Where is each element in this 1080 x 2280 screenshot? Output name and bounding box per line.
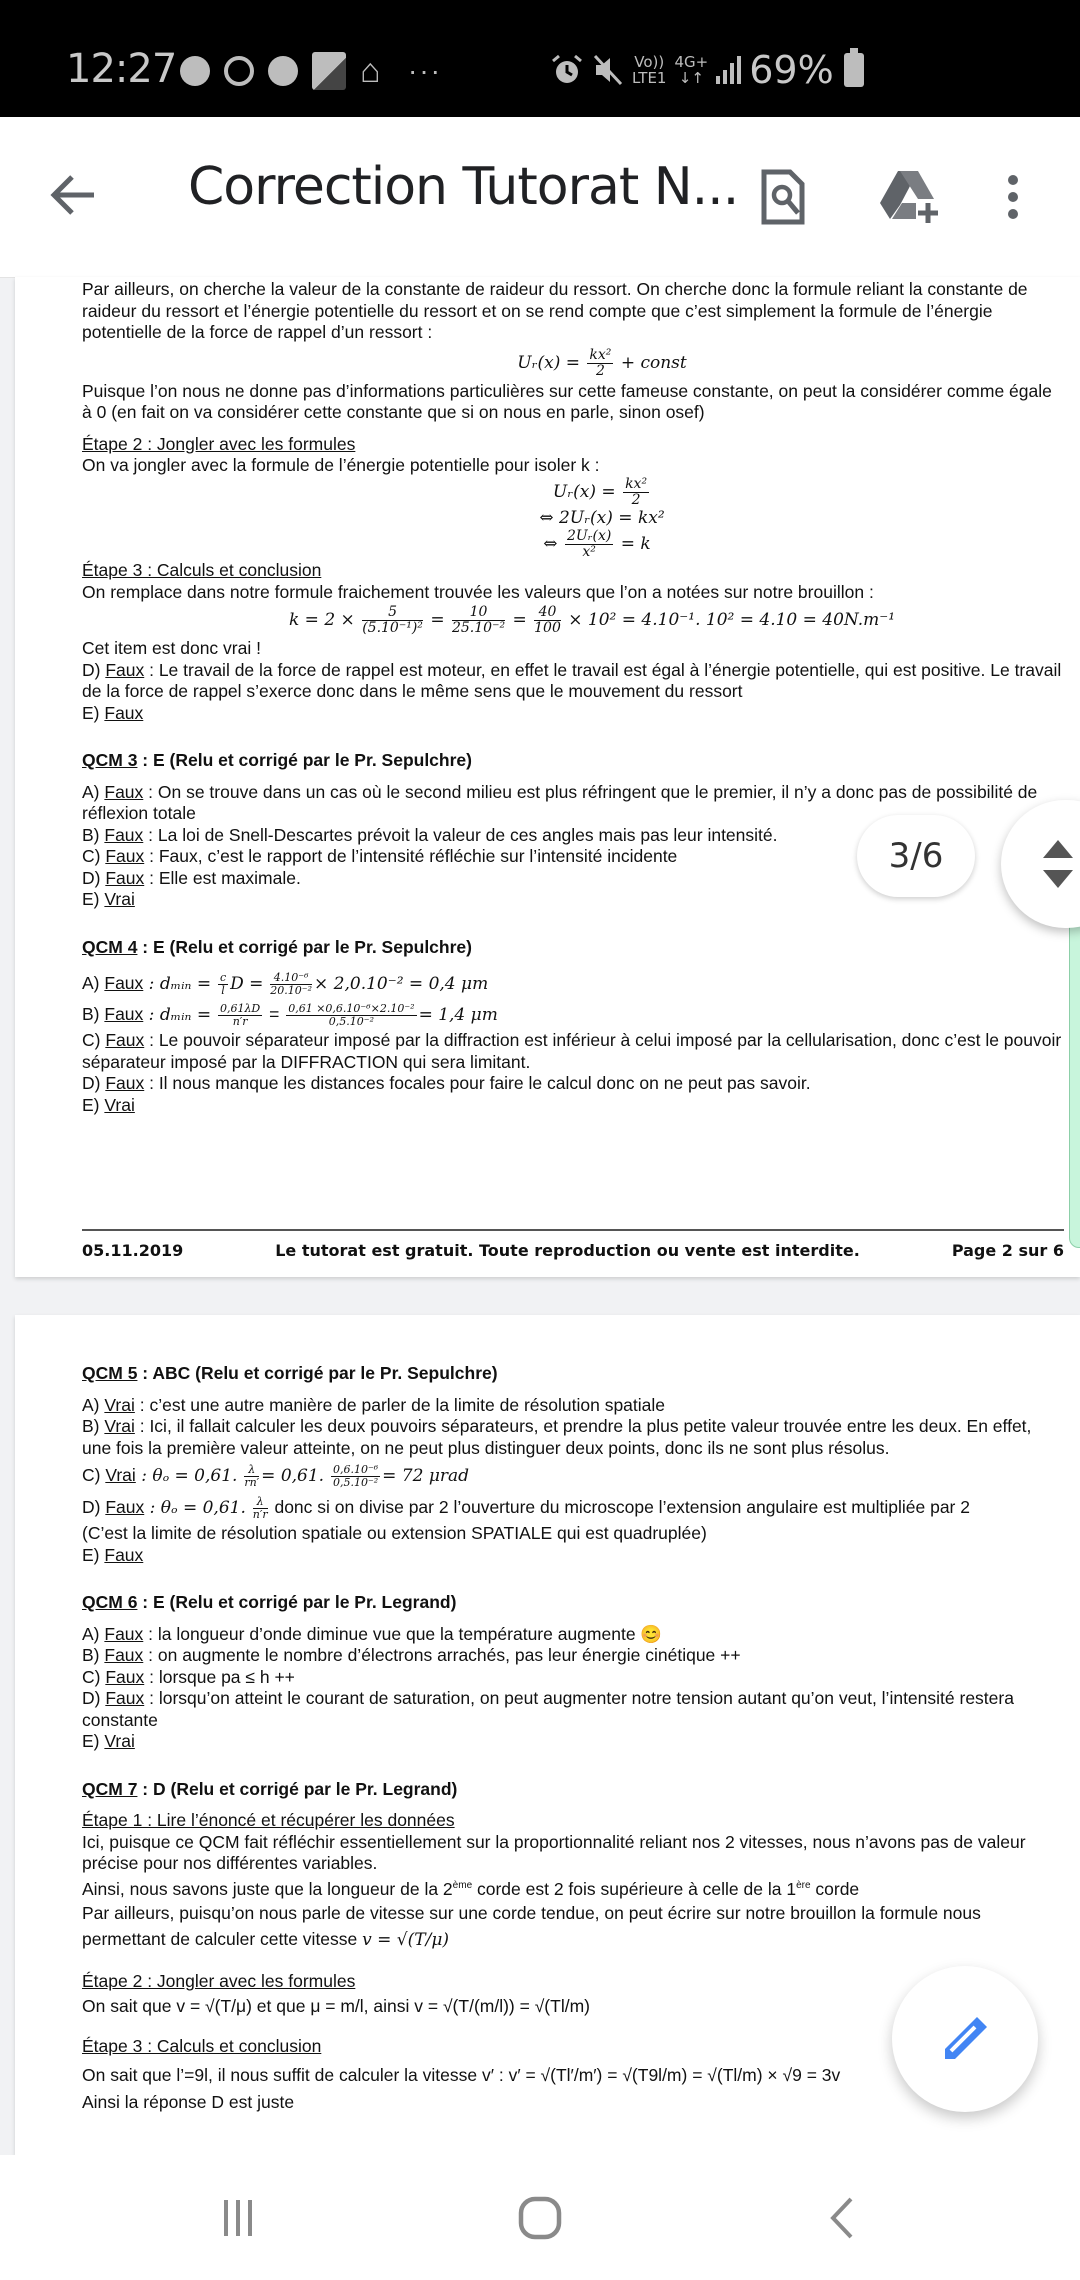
paragraph: Ainsi la réponse D est juste <box>82 2091 295 2112</box>
drive-add-icon <box>878 169 942 225</box>
recent-apps-button[interactable] <box>208 2193 268 2243</box>
battery-icon <box>844 53 864 87</box>
more-notifications-icon: ··· <box>408 55 442 86</box>
footer-date: 05.11.2019 <box>82 1241 184 1260</box>
scroll-arrows-icon <box>1041 838 1075 890</box>
notification-icons <box>180 52 442 90</box>
equation-line: ⇔ 2Uᵣ(x) = kx² <box>539 507 665 528</box>
step-3-heading: Étape 3 : Calculs et conclusion <box>82 560 322 580</box>
status-time: 12:27 <box>66 46 177 92</box>
page-footer <box>82 1229 1064 1260</box>
document-title: Correction Tutorat N... <box>188 157 739 217</box>
answer-item: C) Faux : lorsque pa ≤ h ++ <box>82 1666 295 1687</box>
home-icon: ⌂ <box>360 52 381 90</box>
edit-fab-button[interactable] <box>892 1966 1038 2112</box>
qcm-3-heading: QCM 3 : E (Relu et corrigé par le Pr. Sepulchre) <box>82 750 472 770</box>
answer-item: A) Faux : la longueur d’onde diminue vue que la température augmente 😊 <box>82 1623 663 1644</box>
answer-item: D) Faux : θₒ = 0,61. $\frac{\lambda}{n'r}$ donc si on divise par 2 l’ouverture du microscope l’extension angulaire est multipliée par 2 <box>82 1494 970 1521</box>
step-2-heading: Étape 2 : Jongler avec les formules <box>82 433 356 454</box>
answer-item: A) Faux : On se trouve dans un cas où le second milieu est plus réfringent que le premier, il n’y a donc pas de possibilité de réflexion totale <box>82 781 1038 823</box>
answer-item: C) Faux : Le pouvoir séparateur imposé par la diffraction est inférieur à celui imposé par la cellularisation, donc c’est le pouvoir séparateur imposé par la DIFFRACTION qui sera limitant. <box>82 1030 1062 1072</box>
qcm-5-heading: QCM 5 : ABC (Relu et corrigé par le Pr. Sepulchre) <box>82 1363 498 1383</box>
answer-item: D) Faux : lorsqu’on atteint le courant de saturation, on peut augmenter notre tension autant qu’on veut, l’intensité restera constante <box>82 1688 1014 1730</box>
alarm-icon <box>550 53 584 87</box>
calculation-line: k = 2 × $\frac{5}{\text{(5.10⁻¹)²}}$ = $\frac{10}{\text{25.10⁻²}}$ = $\frac{40}{100}$ × 10² = 4.10⁻¹. 10² = 4.10 = 40N.m⁻¹ <box>288 604 896 636</box>
qcm-6-heading: QCM 6 : E (Relu et corrigé par le Pr. Legrand) <box>82 1592 457 1612</box>
answer-item: E) Vrai <box>82 1094 135 1115</box>
nav-back-button[interactable] <box>812 2193 872 2243</box>
system-icons <box>550 48 864 92</box>
paragraph: On sait que l’=9l, il nous suffit de calculer la vitesse v′ : v′ = √(Tl′/m′) = √(T9l/m) = √(Tl/m) × √9 = 3v <box>82 2064 841 2085</box>
footer-page-number: Page 2 sur 6 <box>951 1241 1064 1260</box>
recent-apps-icon <box>218 2198 258 2238</box>
data-arrows-icon: ↓↑ <box>678 69 704 87</box>
paragraph: On sait que v = √(T/μ) et que μ = m/l, ainsi v = √(T/(m/l)) = √(Tl/m) <box>82 1996 590 2017</box>
paragraph: On remplace dans notre formule fraichement trouvée les valeurs que l’on a notées sur notre brouillon : <box>82 581 874 602</box>
whatsapp-icon <box>180 56 210 86</box>
answer-item: E) Faux <box>82 702 144 723</box>
answer-item: D) Faux : Elle est maximale. <box>82 867 301 888</box>
home-nav-icon <box>518 2196 562 2240</box>
page-indicator: 3/6 <box>857 815 975 897</box>
back-button[interactable] <box>48 165 98 225</box>
equation-line: ⇔ $\frac{\text{2Uᵣ(x)}}{\text{x²}}$ = k <box>543 528 651 560</box>
more-vert-icon <box>1006 174 1020 220</box>
step-3-heading: Étape 3 : Calculs et conclusion <box>82 2036 322 2057</box>
add-to-drive-button[interactable] <box>875 157 945 237</box>
answer-item: A) Faux : dₘᵢₙ = $\frac{c}{l}$ D = $\frac{\text{4.10⁻⁶}}{\text{20.10⁻²}}$ × 2,0.10⁻² = 0,4 μm <box>82 970 489 997</box>
qcm-7-heading: QCM 7 : D (Relu et corrigé par le Pr. Legrand) <box>82 1778 458 1799</box>
notes-icon <box>312 52 346 90</box>
paragraph: Par ailleurs, on cherche la valeur de la constante de raideur du ressort. On cherche donc la formule reliant la constante de raideur du ressort et l’énergie potentielle du ressort et on se rend compte que c’est simplement la formule de l’énergie potentielle de la force de rappel d’un ressort : <box>82 279 1028 342</box>
battery-percent: 69% <box>749 48 834 92</box>
answer-item: B) Faux : dₘᵢₙ = $\frac{0,61\lambda D}{n'r}$ = $\frac{\text{0,61 ×0,6.10⁻⁶×2.10⁻²}}{\text{0,5.10⁻²}}$ = 1,4 μm <box>82 1001 498 1028</box>
chevron-left-icon <box>827 2196 857 2240</box>
answer-item: E) Vrai <box>82 1731 135 1751</box>
paragraph: Cet item est donc vrai ! <box>82 638 261 658</box>
answer-item: E) Vrai <box>82 889 135 909</box>
answer-item: B) Vrai : Ici, il fallait calculer les deux pouvoirs séparateurs, et prendre la plus petite valeur trouvée entre les deux. En effet, une fois la première valeur atteinte, on ne peut plus distinguer deux points, donc ils ne sont plus résolus. <box>82 1416 1032 1458</box>
paragraph: Ici, puisque ce QCM fait réfléchir essentiellement sur la proportionnalité reliant nos 2 vitesses, nous n’avons pas de valeur précise pour nos différentes variables. <box>82 1831 1026 1873</box>
answer-item: D) Faux : Le travail de la force de rappel est moteur, en effet le travail est égal à l’énergie potentielle, qui est positive. Le travail de la force de rappel s’exerce donc dans le même sens que le mouvement du ressort <box>82 659 1062 701</box>
more-options-button[interactable] <box>988 157 1038 237</box>
formula-potential-energy: Uᵣ(x) = $\frac{\text{kx²}}{2}$ + const <box>517 346 687 379</box>
equation-line: Uᵣ(x) = $\frac{\text{kx²}}{2}$ <box>552 475 648 508</box>
arrow-back-icon <box>48 165 98 225</box>
find-in-document-button[interactable] <box>748 157 818 237</box>
paragraph: Ainsi, nous savons juste que la longueur de la 2ème corde est 2 fois supérieure à celle de la 1ère corde <box>82 1878 860 1899</box>
answer-item: E) Faux <box>82 1544 144 1565</box>
answer-item: A) Vrai : c’est une autre manière de parler de la limite de résolution spatiale <box>82 1394 666 1415</box>
paragraph: (C’est la limite de résolution spatiale ou extension SPATIALE qui est quadruplée) <box>82 1523 707 1543</box>
step-1-heading: Étape 1 : Lire l’énoncé et récupérer les données <box>82 1810 455 1830</box>
find-in-page-icon <box>760 169 806 225</box>
signal-icon <box>716 56 741 84</box>
app-bar <box>0 117 1080 278</box>
paragraph: On va jongler avec la formule de l’énergie potentielle pour isoler k : <box>82 455 600 475</box>
answer-item: B) Faux : La loi de Snell-Descartes prévoit la valeur de ces angles mais pas leur intensité. <box>82 824 778 845</box>
messenger-icon <box>268 56 298 86</box>
footer-notice: Le tutorat est gratuit. Toute reproduction ou vente est interdite. <box>275 1241 860 1260</box>
edit-pencil-icon <box>939 2013 991 2065</box>
volte-indicator: Vo)) LTE1 <box>632 53 667 87</box>
sync-icon <box>224 56 254 86</box>
answer-item: B) Faux : on augmente le nombre d’électrons arrachés, pas leur énergie cinétique ++ <box>82 1645 741 1665</box>
paragraph: Puisque l’on nous ne donne pas d’informations particulières sur cette fameuse constante, on peut la considérer comme égale à 0 (en fait on va considérer cette constante que si on nous en parle, sinon osef) <box>82 380 1052 422</box>
answer-item: C) Vrai : θₒ = 0,61. $\frac{\lambda}{rn'}$ = 0,61. $\frac{\text{0,6.10⁻⁶}}{\text{0,5.10⁻²}}$ = 72 μrad <box>82 1462 470 1489</box>
mute-icon <box>592 53 624 87</box>
step-2-heading: Étape 2 : Jongler avec les formules <box>82 1970 356 1991</box>
document-page-2 <box>15 277 1080 1277</box>
qcm-4-heading: QCM 4 : E (Relu et corrigé par le Pr. Sepulchre) <box>82 936 472 957</box>
answer-item: C) Faux : Faux, c’est le rapport de l’intensité réfléchie sur l’intensité incidente <box>82 846 678 866</box>
paragraph: Par ailleurs, puisqu’on nous parle de vitesse sur une corde tendue, on peut écrire sur notre brouillon la formule nous permettant de calculer cette vitesse v = √(T/μ) <box>82 1902 981 1950</box>
answer-item: D) Faux : Il nous manque les distances focales pour faire le calcul donc on ne peut pas savoir. <box>82 1073 811 1093</box>
status-bar <box>0 0 1080 117</box>
system-nav-bar <box>0 2155 1080 2280</box>
network-type: 4G+ ↓↑ <box>674 53 709 87</box>
home-button[interactable] <box>510 2193 570 2243</box>
page-content <box>82 279 1062 1116</box>
